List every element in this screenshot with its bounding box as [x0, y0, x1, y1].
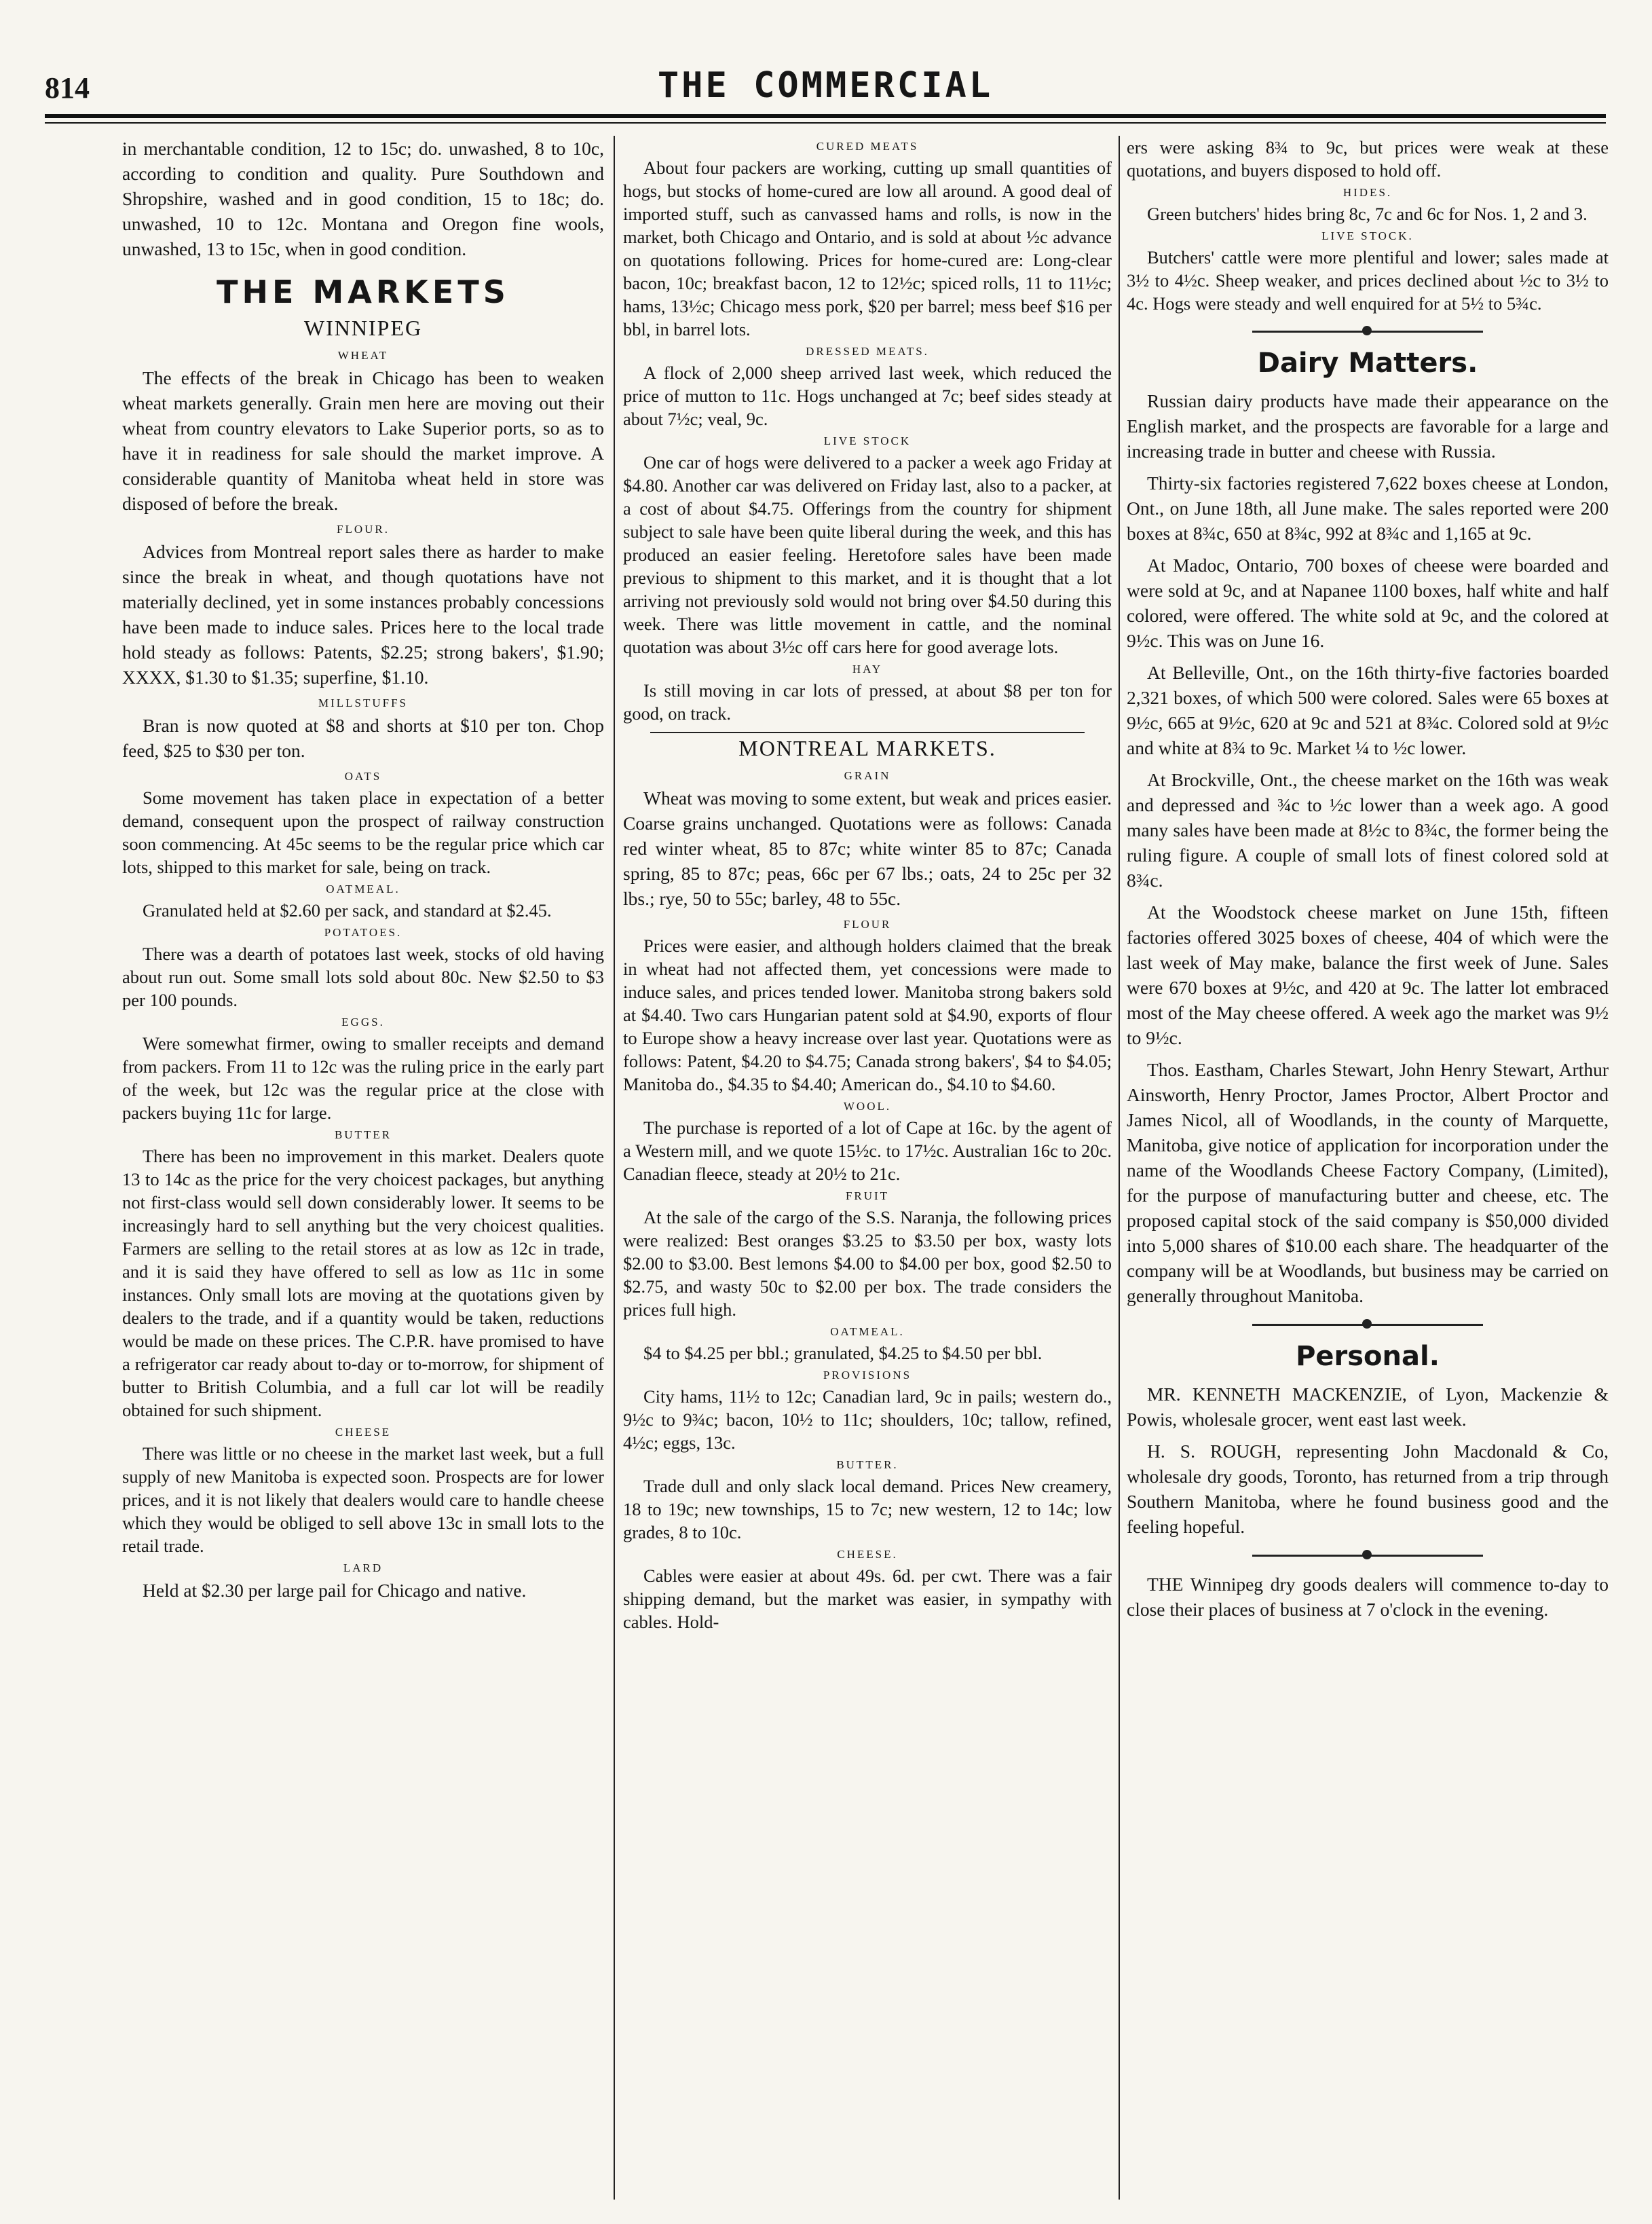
section-head-grain: GRAIN [844, 769, 891, 782]
section-head-oats: OATS [344, 770, 382, 783]
column-3 [1127, 136, 1609, 2206]
ornamental-divider-2 [1252, 1316, 1483, 1333]
section-head-oatmeal-montreal: OATMEAL. [830, 1325, 905, 1338]
masthead-title: THE COMMERCIAL [657, 65, 994, 106]
section-head-flour: FLOUR. [337, 523, 390, 536]
section-head-cured-meats: CURED MEATS [816, 140, 919, 153]
personal-heading: Personal. [1296, 1341, 1440, 1372]
eggs-paragraph: Were somewhat firmer, owing to smaller receipts and demand from packers. From 11 to 12c was the ruling price in the early part of the week, but 12c was the regular price at the close with packers buying 11c for large. [122, 1033, 604, 1123]
section-head-fruit: FRUIT [845, 1189, 890, 1202]
column-divider-1 [614, 136, 615, 2200]
hides-paragraph: Green butchers' hides bring 8c, 7c and 6c for Nos. 1, 2 and 3. [1147, 204, 1588, 224]
section-head-potatoes: POTATOES. [324, 926, 402, 939]
butter-paragraph: There has been no improvement in this market. Dealers quote 13 to 14c as the price for the very choicest packages, but anything not first-class would sell down considerably lower. It seems to be increasingly hard to sell anything but the very choicest qualities. Farmers are selling to the retail stores at as low as 12c in trade, and it is said they have offered to sell as low as 11c in some instances. Only small lots are moving at the quotations given by dealers to the trade, and if a quantity would be taken, reductions would be made on these prices. The C.P.R. have promised to have a refrigerator car ready about to-day or to-morrow, for shipment of butter to British Columbia, and a full car lot will be readily obtained for such shipment. [122, 1146, 604, 1420]
wheat-paragraph: The effects of the break in Chicago has been to weaken wheat markets generally. Grain men here are moving out their wheat from country elevators to Lake Superior ports, so as to have it in readiness for sale should the market improve. A considerable quantity of Manitoba wheat held in store was disposed of before the break. [122, 367, 604, 514]
ornamental-divider-3 [1252, 1547, 1483, 1563]
page-header [45, 58, 1606, 121]
dairy-paragraph-5: At Brockville, Ont., the cheese market on the 16th was weak and depressed and ¾c to ½c lower than a week ago. A good many sales have been made at 8½c to 8¾c, the former being the ruling figure. A couple of small lots of finest colored sold at 8¾c. [1127, 769, 1609, 891]
fruit-paragraph: At the sale of the cargo of the S.S. Naranja, the following prices were realized: Best oranges $3.25 to $3.50 per box, wasty lots $2.00 to $3.00. Best lemons $4.00 to $4.00 per box, good $2.50 to $2.75, and wasty 50c to $2.00 per box. The trade considers the prices full high. [623, 1207, 1112, 1320]
winnipeg-heading: WINNIPEG [303, 316, 423, 340]
live-stock-montreal-paragraph: Butchers' cattle were more plentiful and lower; sales made at 3½ to 4½c. Sheep weaker, and prices declined about ½c to 3½ to 4c. Hogs were steady and well enquired for at 5½ to 5¾c. [1127, 247, 1609, 314]
dairy-paragraph-7: Thos. Eastham, Charles Stewart, John Henry Stewart, Arthur Ainsworth, Henry Proctor, James Proctor, Albert Proctor and James Nicol, all of Woodlands, in the county of Marquette, Manitoba, give notice of application for incorporation under the name of the Woodlands Cheese Factory Company, (Limited), for the purpose of manufacturing butter and cheese, etc. The proposed capital stock of the said company is $50,000 divided into 5,000 shares of $10.00 each share. The headquarter of the company will be at Woodlands, but business may be carried on generally throughout Manitoba. [1127, 1059, 1609, 1306]
markets-heading: THE MARKETS [217, 274, 510, 310]
hay-paragraph: Is still moving in car lots of pressed, at about $8 per ton for good, on track. [623, 680, 1112, 724]
dairy-paragraph-6: At the Woodstock cheese market on June 15th, fifteen factories offered 3025 boxes of cheese, 404 of which were the last week of May make, balance the first week of June. Sales were 670 boxes at 9½c, and 420 at 9c. The latter lot embraced most of the May cheese offered. A week ago the market was 9½ to 9½c. [1127, 902, 1609, 1048]
cured-meats-paragraph: About four packers are working, cutting up small quantities of hogs, but stocks of home-cured are low all around. A good deal of imported stuff, such as canvassed hams and rolls, is now in the market, both Chicago and Ontario, and is sold at about ½c advance on quotations following. Prices for home-cured are: Long-clear bacon, 10c; breakfast bacon, 12 to 12½c; spiced rolls, 11 to 11½c; hams, 13½c; Chicago mess pork, $20 per barrel; mess beef $16 per bbl, in barrel lots. [623, 157, 1112, 339]
dairy-paragraph-3: At Madoc, Ontario, 700 boxes of cheese were boarded and were sold at 9c, and at Napanee 1100 boxes, half white and half colored, were offered. The white sold at 9c, and the colored at 9½c. This was on June 16. [1127, 555, 1609, 651]
section-head-eggs: EGGS. [341, 1016, 385, 1028]
oatmeal-paragraph: Granulated held at $2.60 per sack, and standard at $2.45. [143, 900, 552, 921]
flour-paragraph: Advices from Montreal report sales there as harder to make since the break in wheat, and though quotations have not materially declined, yet in some instances probably concessions have been made to induce sales. Prices here to the local trade hold steady as follows: Patents, $2.25; strong bakers', $1.90; XXXX, $1.30 to $1.35; superfine, $1.10. [122, 541, 604, 688]
section-head-cheese-montreal: CHEESE. [837, 1548, 898, 1561]
section-head-dressed-meats: DRESSED MEATS. [806, 345, 929, 358]
page-number: 814 [45, 71, 90, 105]
section-head-live-stock-montreal: LIVE STOCK. [1321, 229, 1414, 242]
montreal-markets-heading: MONTREAL MARKETS. [738, 736, 996, 760]
dairy-paragraph-1: Russian dairy products have made their appearance on the English market, and the prospects are favorable for a large and increasing trade in butter and cheese with Russia. [1127, 390, 1609, 462]
section-head-lard: LARD [343, 1561, 383, 1574]
column-2 [623, 136, 1112, 2206]
dairy-paragraph-4: At Belleville, Ont., on the 16th thirty-five factories boarded 2,321 boxes, of which 500 were colored. Sales were 65 boxes at 9½c, 665 at 9½c, 620 at 9c and 521 at 8¾c. Colored sold at 9½c and white at 8¾ to 9c. Market ¼ to ½c lower. [1127, 662, 1609, 758]
section-head-oatmeal: OATMEAL. [326, 883, 400, 895]
potatoes-paragraph: There was a dearth of potatoes last week, stocks of old having about run out. Some small lots sold about 80c. New $2.50 to $3 per 100 pounds. [122, 944, 604, 1010]
wool-paragraph: The purchase is reported of a lot of Cape at 16c. by the agent of a Western mill, and we quote 15½c. to 17½c. Australian 16c to 20c. Canadian fleece, steady at 20½ to 21c. [623, 1117, 1112, 1184]
cheese-paragraph: There was little or no cheese in the market last week, but a full supply of new Manitoba is expected soon. Prospects are for lower prices, and it is not likely that dealers would care to handle cheese which they would be obliged to sell above 13c in small lots to the retail trade. [122, 1443, 604, 1556]
cheese-continuation: ers were asking 8¾ to 9c, but prices were weak at these quotations, and buyers disposed to hold off. [1127, 137, 1609, 181]
section-head-live-stock: LIVE STOCK [823, 434, 912, 447]
flour-montreal-paragraph: Prices were easier, and although holders claimed that the break in wheat had not affected them, yet concessions were made to induce sales, and prices tended lower. Manitoba strong bakers sold at $4.40. Two cars Hungarian patent sold at $4.90, exports of flour to Europe show a heavy increase over last year. Quotations were as follows: Patent, $4.20 to $4.75; Canada strong bakers', $4 to $4.05; Manitoba do., $4.35 to $4.40; American do., $4.10 to $4.60. [623, 935, 1112, 1094]
grain-paragraph: Wheat was moving to some extent, but weak and prices easier. Coarse grains unchanged. Quotations were as follows: Canada red winter wheat, 85 to 87c; white winter 85 to 87c; Canada spring, 85 to 87c; peas, 66c per 67 lbs.; oats, 24 to 25c per 32 lbs.; rye, 50 to 55c; barley, 48 to 55c. [623, 787, 1112, 909]
section-head-wool: WOOL. [843, 1100, 892, 1113]
oats-paragraph: Some movement has taken place in expectation of a better demand, consequent upon the prospect of railway construction soon commencing. At 45c seems to be the regular price which car lots, shipped to this market for sale, being on track. [122, 787, 604, 877]
butter-montreal-paragraph: Trade dull and only slack local demand. Prices New creamery, 18 to 19c; new townships, 15 to 7c; new western, 12 to 14c; low grades, 8 to 10c. [623, 1476, 1112, 1542]
column-1 [122, 136, 604, 2206]
section-head-butter-montreal: BUTTER. [836, 1458, 899, 1471]
header-rule-thin [45, 122, 1606, 124]
dairy-matters-heading: Dairy Matters. [1257, 348, 1478, 379]
provisions-paragraph: City hams, 11½ to 12c; Canadian lard, 9c in pails; western do., 9½c to 9¾c; bacon, 10½ to 11c; shoulders, 10c; tallow, refined, 4½c; eggs, 13c. [623, 1386, 1112, 1453]
header-rule [45, 114, 1606, 118]
section-rule [650, 732, 1085, 733]
wool-continuation: in merchantable condition, 12 to 15c; do. unwashed, 8 to 10c, according to condition and quality. Pure Southdown and Shropshire, washed and in good condition, 15 to 18c; do. unwashed, 10 to 12c. Montana and Oregon fine wools, unwashed, 13 to 15c, when in good condition. [122, 138, 604, 259]
oatmeal-montreal-paragraph: $4 to $4.25 per bbl.; granulated, $4.25 to $4.50 per bbl. [643, 1343, 1043, 1363]
dressed-meats-paragraph: A flock of 2,000 sheep arrived last week, which reduced the price of mutton to 11c. Hogs unchanged at 7c; beef sides steady at about 7½c; veal, 9c. [623, 363, 1112, 429]
section-head-millstuffs: MILLSTUFFS [318, 697, 409, 709]
ornamental-divider [1252, 323, 1483, 339]
column-divider-2 [1119, 136, 1120, 2200]
section-head-cheese: CHEESE [335, 1426, 392, 1439]
section-head-hides: HIDES. [1343, 186, 1393, 199]
personal-paragraph-2: H. S. ROUGH, representing John Macdonald & Co, wholesale dry goods, Toronto, has returned from a trip through Southern Manitoba, where he found business good and the feeling hopeful. [1127, 1441, 1609, 1537]
dairy-paragraph-2: Thirty-six factories registered 7,622 boxes cheese at London, Ont., on June 18th, all June make. The sales reported were 200 boxes at 8¾c, 650 at 8¾c, 992 at 8¾c and 1,165 at 9c. [1127, 472, 1609, 544]
section-head-butter: BUTTER [334, 1128, 392, 1141]
personal-paragraph-1: MR. KENNETH MACKENZIE, of Lyon, Mackenzie & Powis, wholesale grocer, went east last week. [1127, 1384, 1609, 1430]
section-head-wheat: WHEAT [337, 349, 389, 362]
section-head-flour-montreal: FLOUR [843, 918, 892, 931]
personal-paragraph-3: THE Winnipeg dry goods dealers will commence to-day to close their places of business at 7 o'clock in the evening. [1127, 1574, 1609, 1620]
lard-paragraph: Held at $2.30 per large pail for Chicago and native. [143, 1580, 527, 1601]
section-head-provisions: PROVISIONS [823, 1369, 912, 1382]
live-stock-paragraph: One car of hogs were delivered to a packer a week ago Friday at $4.80. Another car was delivered on Friday last, also to a packer, at a cost of about $4.75. Offerings from the country for shipment subject to sale have been quite liberal during the week, and this has produced an easier feeling. Heretofore sales have been made previous to shipment to this market, and it is thought that a lot arriving not previously sold would not bring over $4.50 during this week. There was little movement in cattle, and the nominal quotation was about 3½c off cars here for good average lots. [623, 452, 1112, 657]
cheese-montreal-paragraph: Cables were easier at about 49s. 6d. per cwt. There was a fair shipping demand, but the market was easier, in sympathy with cables. Hold- [623, 1565, 1112, 1632]
millstuffs-paragraph: Bran is now quoted at $8 and shorts at $10 per ton. Chop feed, $25 to $30 per ton. [122, 715, 604, 761]
section-head-hay: HAY [852, 663, 883, 675]
